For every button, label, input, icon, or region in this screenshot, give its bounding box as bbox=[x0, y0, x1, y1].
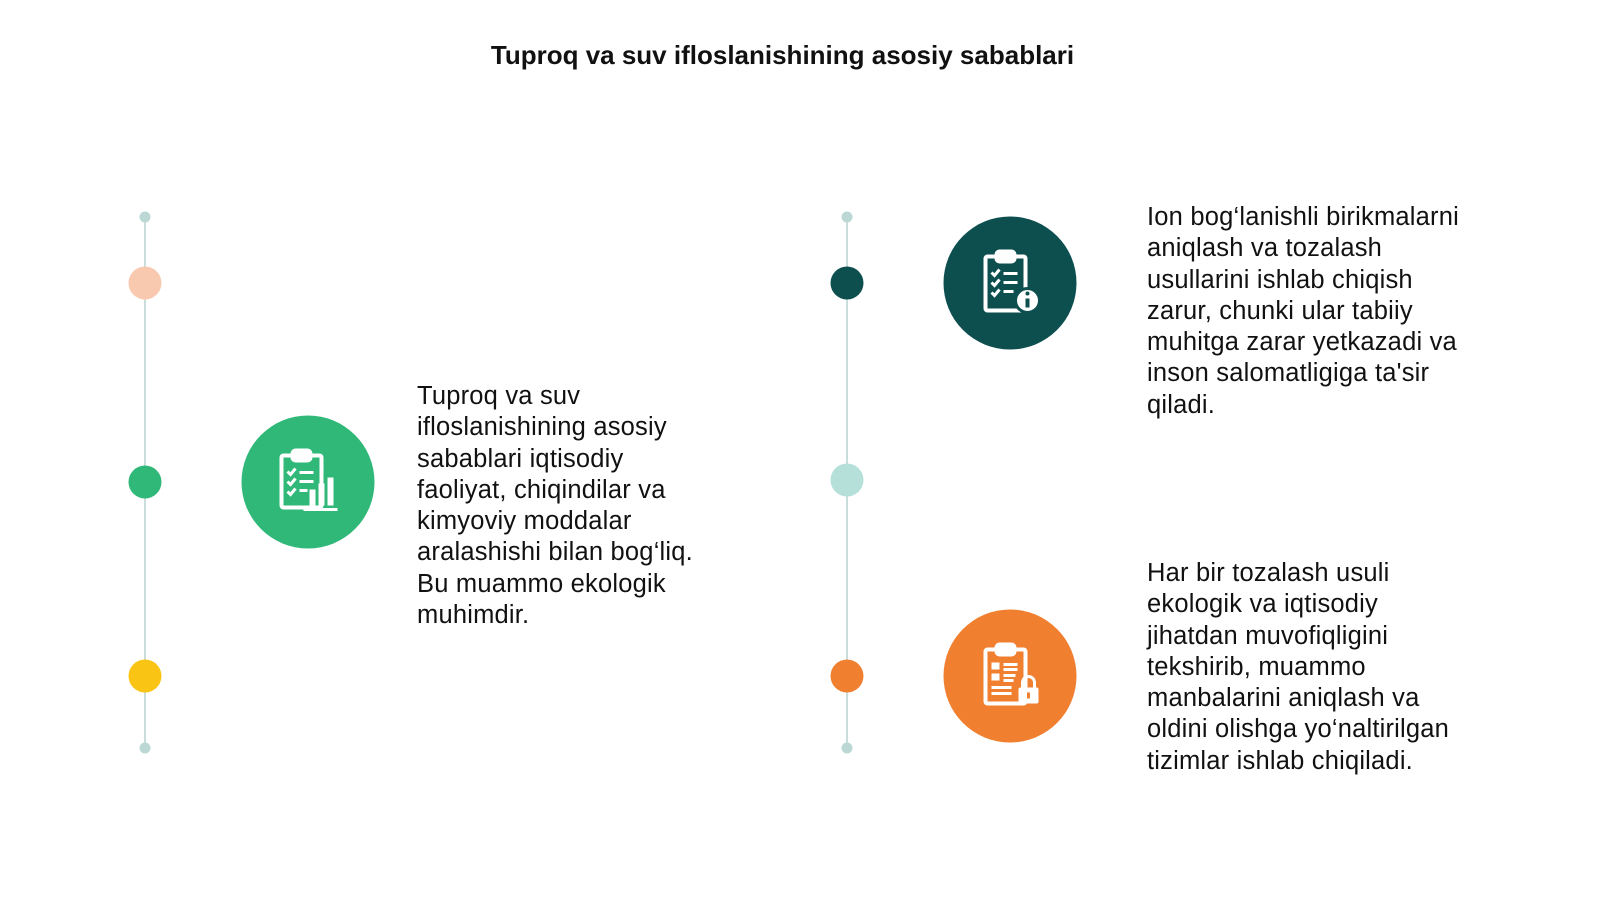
timeline-dot-yellow bbox=[129, 660, 162, 693]
timeline-dot-dark-teal bbox=[831, 267, 864, 300]
timeline-end-dot bbox=[842, 743, 853, 754]
item-text-1: Tuproq va suv ifloslanishining asosiy sabablari iqtisodiy faoliyat, chiqindilar va kimyoviy moddalar aralashishi bilan bog‘liq. Bu muammo ekologik muhimdir. bbox=[417, 382, 693, 630]
timeline-dot-orange bbox=[831, 660, 864, 693]
item-text-3: Har bir tozalash usuli ekologik va iqtisodiy jihatdan muvofiqligini tekshirib, muammo manbalarini aniqlash va oldini olishga yo‘naltirilgan tizimlar ishlab chiqiladi. bbox=[1147, 559, 1450, 775]
icon-circle-green bbox=[242, 416, 375, 549]
clipboard-info-icon bbox=[975, 248, 1045, 318]
icon-circle-dark-teal bbox=[944, 217, 1077, 350]
timeline-dot-light-teal bbox=[831, 464, 864, 497]
item-text-2: Ion bog‘lanishli birikmalarni aniqlash va tozalash usullarini ishlab chiqish zarur, chunki ular tabiiy muhitga zarar yetkazadi va inson salomatligiga ta'sir qiladi. bbox=[1147, 203, 1459, 419]
page-title: Tuproq va suv ifloslanishining asosiy sabablari bbox=[490, 40, 1075, 70]
timeline-dot-green bbox=[129, 466, 162, 499]
timeline-end-dot bbox=[140, 212, 151, 223]
timeline-end-dot bbox=[140, 743, 151, 754]
clipboard-lock-icon bbox=[975, 641, 1045, 711]
timeline-dot-peach bbox=[129, 267, 162, 300]
icon-circle-orange bbox=[944, 610, 1077, 743]
timeline-end-dot bbox=[842, 212, 853, 223]
clipboard-chart-icon bbox=[273, 447, 343, 517]
